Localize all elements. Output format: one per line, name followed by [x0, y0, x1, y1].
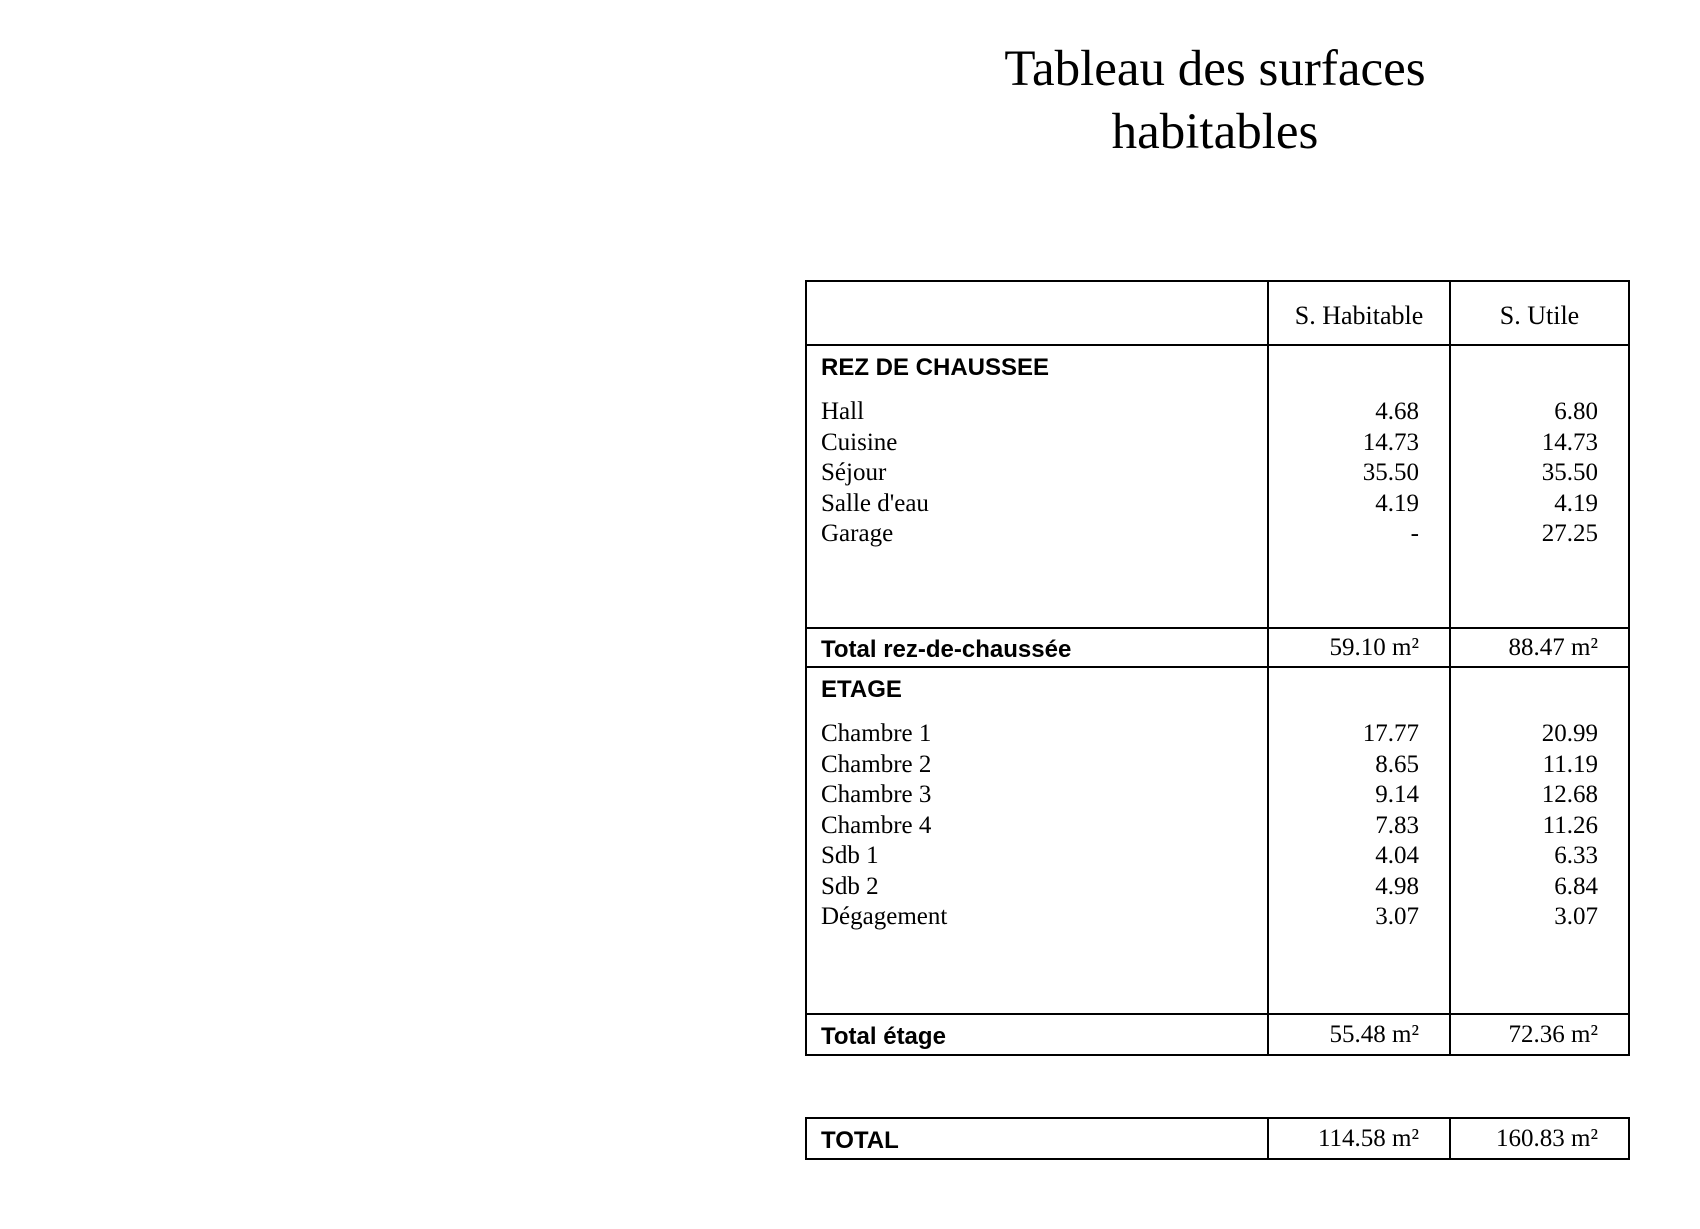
list-item: 9.14: [1375, 781, 1419, 808]
header-utile: S. Utile: [1451, 282, 1628, 346]
list-item: 6.33: [1554, 842, 1598, 869]
list-item: 27.25: [1541, 520, 1598, 547]
list-item: 4.19: [1375, 489, 1419, 517]
list-item: 8.65: [1375, 750, 1419, 778]
rez-habitable-list: [1269, 397, 1419, 550]
etage-names-cell: [807, 668, 1269, 1015]
grand-total-habitable: 114.58 m²: [1269, 1119, 1451, 1158]
list-item: Dégagement: [821, 903, 948, 930]
etage-total-utile: 72.36 m²: [1508, 1020, 1598, 1048]
list-item: Chambre 4: [821, 811, 932, 839]
list-item: Sdb 2: [821, 872, 879, 900]
list-item: 17.77: [1362, 720, 1419, 747]
rez-utile-list: [1451, 397, 1598, 550]
list-item: 3.07: [1554, 903, 1598, 930]
surfaces-table: [805, 280, 1630, 1056]
list-item: 20.99: [1541, 720, 1598, 747]
list-item: Chambre 2: [821, 750, 932, 778]
etage-total-habitable: 55.48 m²: [1269, 1015, 1451, 1054]
list-item: -: [1410, 520, 1419, 547]
list-item: Cuisine: [821, 428, 898, 456]
list-item: 35.50: [1362, 459, 1419, 486]
rez-names-cell: [807, 346, 1269, 629]
header-habitable: S. Habitable: [1269, 282, 1451, 346]
list-item: 7.83: [1375, 811, 1419, 839]
page-title: [950, 38, 1480, 164]
list-item: Salle d'eau: [821, 489, 929, 517]
rez-room-list: [821, 397, 1267, 550]
list-item: 3.07: [1375, 903, 1419, 930]
list-item: 4.68: [1375, 398, 1419, 425]
rez-section-title: REZ DE CHAUSSEE: [821, 354, 1050, 381]
list-item: Chambre 3: [821, 781, 932, 808]
list-item: Sdb 1: [821, 842, 879, 869]
etage-utile-cell: [1451, 668, 1628, 1015]
grand-total-utile: 160.83 m²: [1496, 1124, 1598, 1152]
etage-section-title: ETAGE: [821, 676, 902, 703]
rez-total-habitable: 59.10 m²: [1269, 629, 1451, 668]
list-item: Séjour: [821, 459, 887, 486]
grand-total-label: TOTAL: [807, 1119, 1269, 1158]
rez-utile-cell: [1451, 346, 1628, 629]
list-item: 14.73: [1541, 428, 1598, 456]
rez-habitable-cell: [1269, 346, 1451, 629]
rez-total-utile: 88.47 m²: [1451, 629, 1628, 668]
etage-total-label: Total étage: [807, 1015, 1269, 1054]
list-item: Chambre 1: [821, 720, 932, 747]
list-item: Garage: [821, 520, 894, 547]
grand-total-table: [805, 1117, 1630, 1160]
list-item: 35.50: [1541, 459, 1598, 486]
list-item: 6.84: [1554, 872, 1598, 900]
list-item: 14.73: [1362, 428, 1419, 456]
etage-utile-list: [1451, 719, 1598, 933]
list-item: 12.68: [1541, 781, 1598, 808]
list-item: 4.98: [1375, 872, 1419, 900]
etage-habitable-cell: [1269, 668, 1451, 1015]
page-title-line-1: Tableau des surfaces: [1004, 41, 1426, 97]
list-item: 4.04: [1375, 842, 1419, 869]
rez-total-label: Total rez-de-chaussée: [807, 629, 1269, 668]
list-item: 11.26: [1542, 811, 1598, 839]
list-item: 11.19: [1542, 750, 1598, 778]
header-label-cell: [807, 282, 1269, 346]
page-title-line-2: habitables: [1111, 104, 1319, 160]
etage-habitable-list: [1269, 719, 1419, 933]
etage-room-list: [821, 719, 1267, 933]
list-item: 6.80: [1554, 398, 1598, 425]
list-item: 4.19: [1554, 489, 1598, 517]
list-item: Hall: [821, 398, 865, 425]
